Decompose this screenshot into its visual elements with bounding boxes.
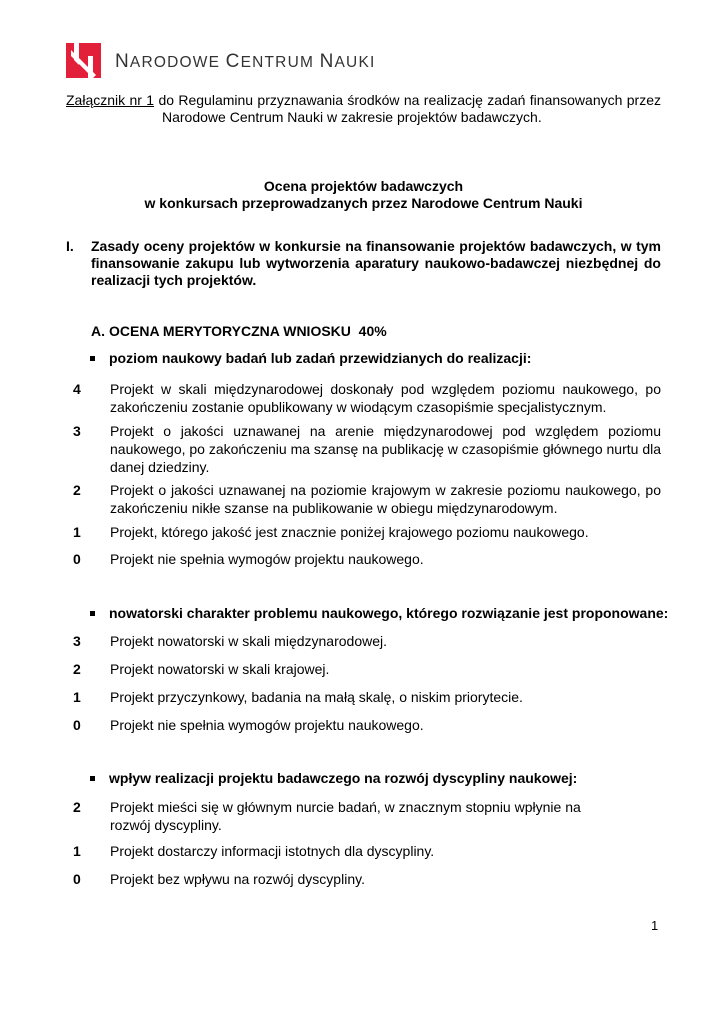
score-value: 1	[73, 843, 81, 859]
score-description: Projekt w skali międzynarodowej doskonały pod względem poziomu naukowego, po zakończeniu zostanie opublikowany w wiodącym czasopiśmie specjalistycznym.	[110, 381, 661, 415]
criterion-heading-2	[90, 605, 668, 621]
score-value: 1	[73, 524, 81, 540]
organization-name	[115, 52, 376, 71]
score-value: 0	[73, 871, 81, 887]
annex-note	[66, 92, 661, 126]
section-heading	[66, 238, 661, 289]
score-value: 0	[73, 551, 81, 567]
score-value: 3	[73, 423, 81, 439]
org-name-word-1: NARODOWE	[115, 50, 221, 72]
score-value: 1	[73, 689, 81, 705]
score-item	[70, 660, 661, 678]
score-item	[70, 688, 661, 706]
bullet-icon	[90, 356, 95, 361]
score-item	[70, 870, 661, 888]
score-item	[70, 422, 661, 476]
score-value: 0	[73, 717, 81, 733]
score-item	[70, 550, 661, 568]
org-name-word-2: CENTRUM	[225, 50, 315, 72]
subsection-text: OCENA MERYTORYCZNA WNIOSKU 40%	[109, 323, 387, 339]
score-description: Projekt o jakości uznawanej na arenie międzynarodowej pod względem poziomu naukowego, po zakończeniu ma szansę na publikację w czasopiśmie głównego nurtu dla danej dziedziny.	[110, 423, 661, 475]
criterion-heading-text: poziom naukowy badań lub zadań przewidzianych do realizacji:	[109, 350, 532, 366]
ncn-logo-icon	[66, 43, 101, 78]
subsection-heading	[91, 323, 387, 339]
bullet-icon	[90, 776, 95, 781]
document-title	[66, 178, 661, 212]
score-value: 3	[73, 633, 81, 649]
section-number: I.	[66, 238, 74, 254]
page-number: 1	[651, 918, 659, 933]
criterion-heading-text: nowatorski charakter problemu naukowego, którego rozwiązanie jest proponowane:	[109, 605, 669, 621]
score-item	[70, 523, 661, 541]
section-text: Zasady oceny projektów w konkursie na finansowanie projektów badawczych, w tym finansowanie zakupu lub wytworzenia aparatury naukowo-badawczej niezbędnej do realizacji tych projektów.	[91, 238, 661, 288]
title-line-1: Ocena projektów badawczych	[263, 178, 464, 194]
annex-line-2: Narodowe Centrum Nauki w zakresie projektów badawczych.	[162, 109, 542, 125]
score-description: Projekt nowatorski w skali krajowej.	[110, 661, 330, 677]
score-value: 4	[73, 381, 81, 397]
bullet-icon	[90, 611, 95, 616]
annex-line-1	[66, 92, 661, 109]
score-description: Projekt nie spełnia wymogów projektu naukowego.	[110, 717, 424, 733]
score-item	[70, 798, 661, 834]
subsection-letter: A.	[91, 323, 105, 339]
score-item	[70, 716, 661, 734]
annex-label: Załącznik nr 1	[66, 92, 155, 108]
score-item	[70, 842, 661, 860]
score-value: 2	[73, 799, 81, 815]
org-name-word-3: NAUKI	[319, 50, 376, 72]
score-value: 2	[73, 661, 81, 677]
annex-text-1: do Regulaminu przyznawania środków na realizację zadań finansowanych przez	[158, 92, 661, 108]
score-item	[70, 481, 661, 517]
score-description: Projekt o jakości uznawanej na poziomie krajowym w zakresie poziomu naukowego, po zakończeniu nikłe szanse na publikowanie w obiegu międzynarodowym.	[110, 482, 661, 516]
score-description: Projekt nie spełnia wymogów projektu naukowego.	[110, 551, 424, 567]
score-item	[70, 632, 661, 650]
criterion-heading-1	[90, 350, 531, 366]
score-description: Projekt dostarczy informacji istotnych dla dyscypliny.	[110, 843, 435, 859]
score-description: Projekt mieści się w głównym nurcie badań, w znacznym stopniu wpłynie na rozwój dyscypliny.	[110, 799, 581, 833]
score-value: 2	[73, 482, 81, 498]
score-description: Projekt bez wpływu na rozwój dyscypliny.	[110, 871, 365, 887]
score-description: Projekt, którego jakość jest znacznie poniżej krajowego poziomu naukowego.	[110, 524, 589, 540]
score-description: Projekt nowatorski w skali międzynarodowej.	[110, 633, 387, 649]
title-line-2: w konkursach przeprowadzanych przez Narodowe Centrum Nauki	[144, 195, 583, 211]
criterion-heading-3	[90, 770, 577, 786]
score-description: Projekt przyczynkowy, badania na małą skalę, o niskim priorytecie.	[110, 689, 523, 705]
criterion-heading-text: wpływ realizacji projektu badawczego na rozwój dyscypliny naukowej:	[109, 770, 578, 786]
header	[66, 42, 376, 78]
score-item	[70, 380, 661, 416]
